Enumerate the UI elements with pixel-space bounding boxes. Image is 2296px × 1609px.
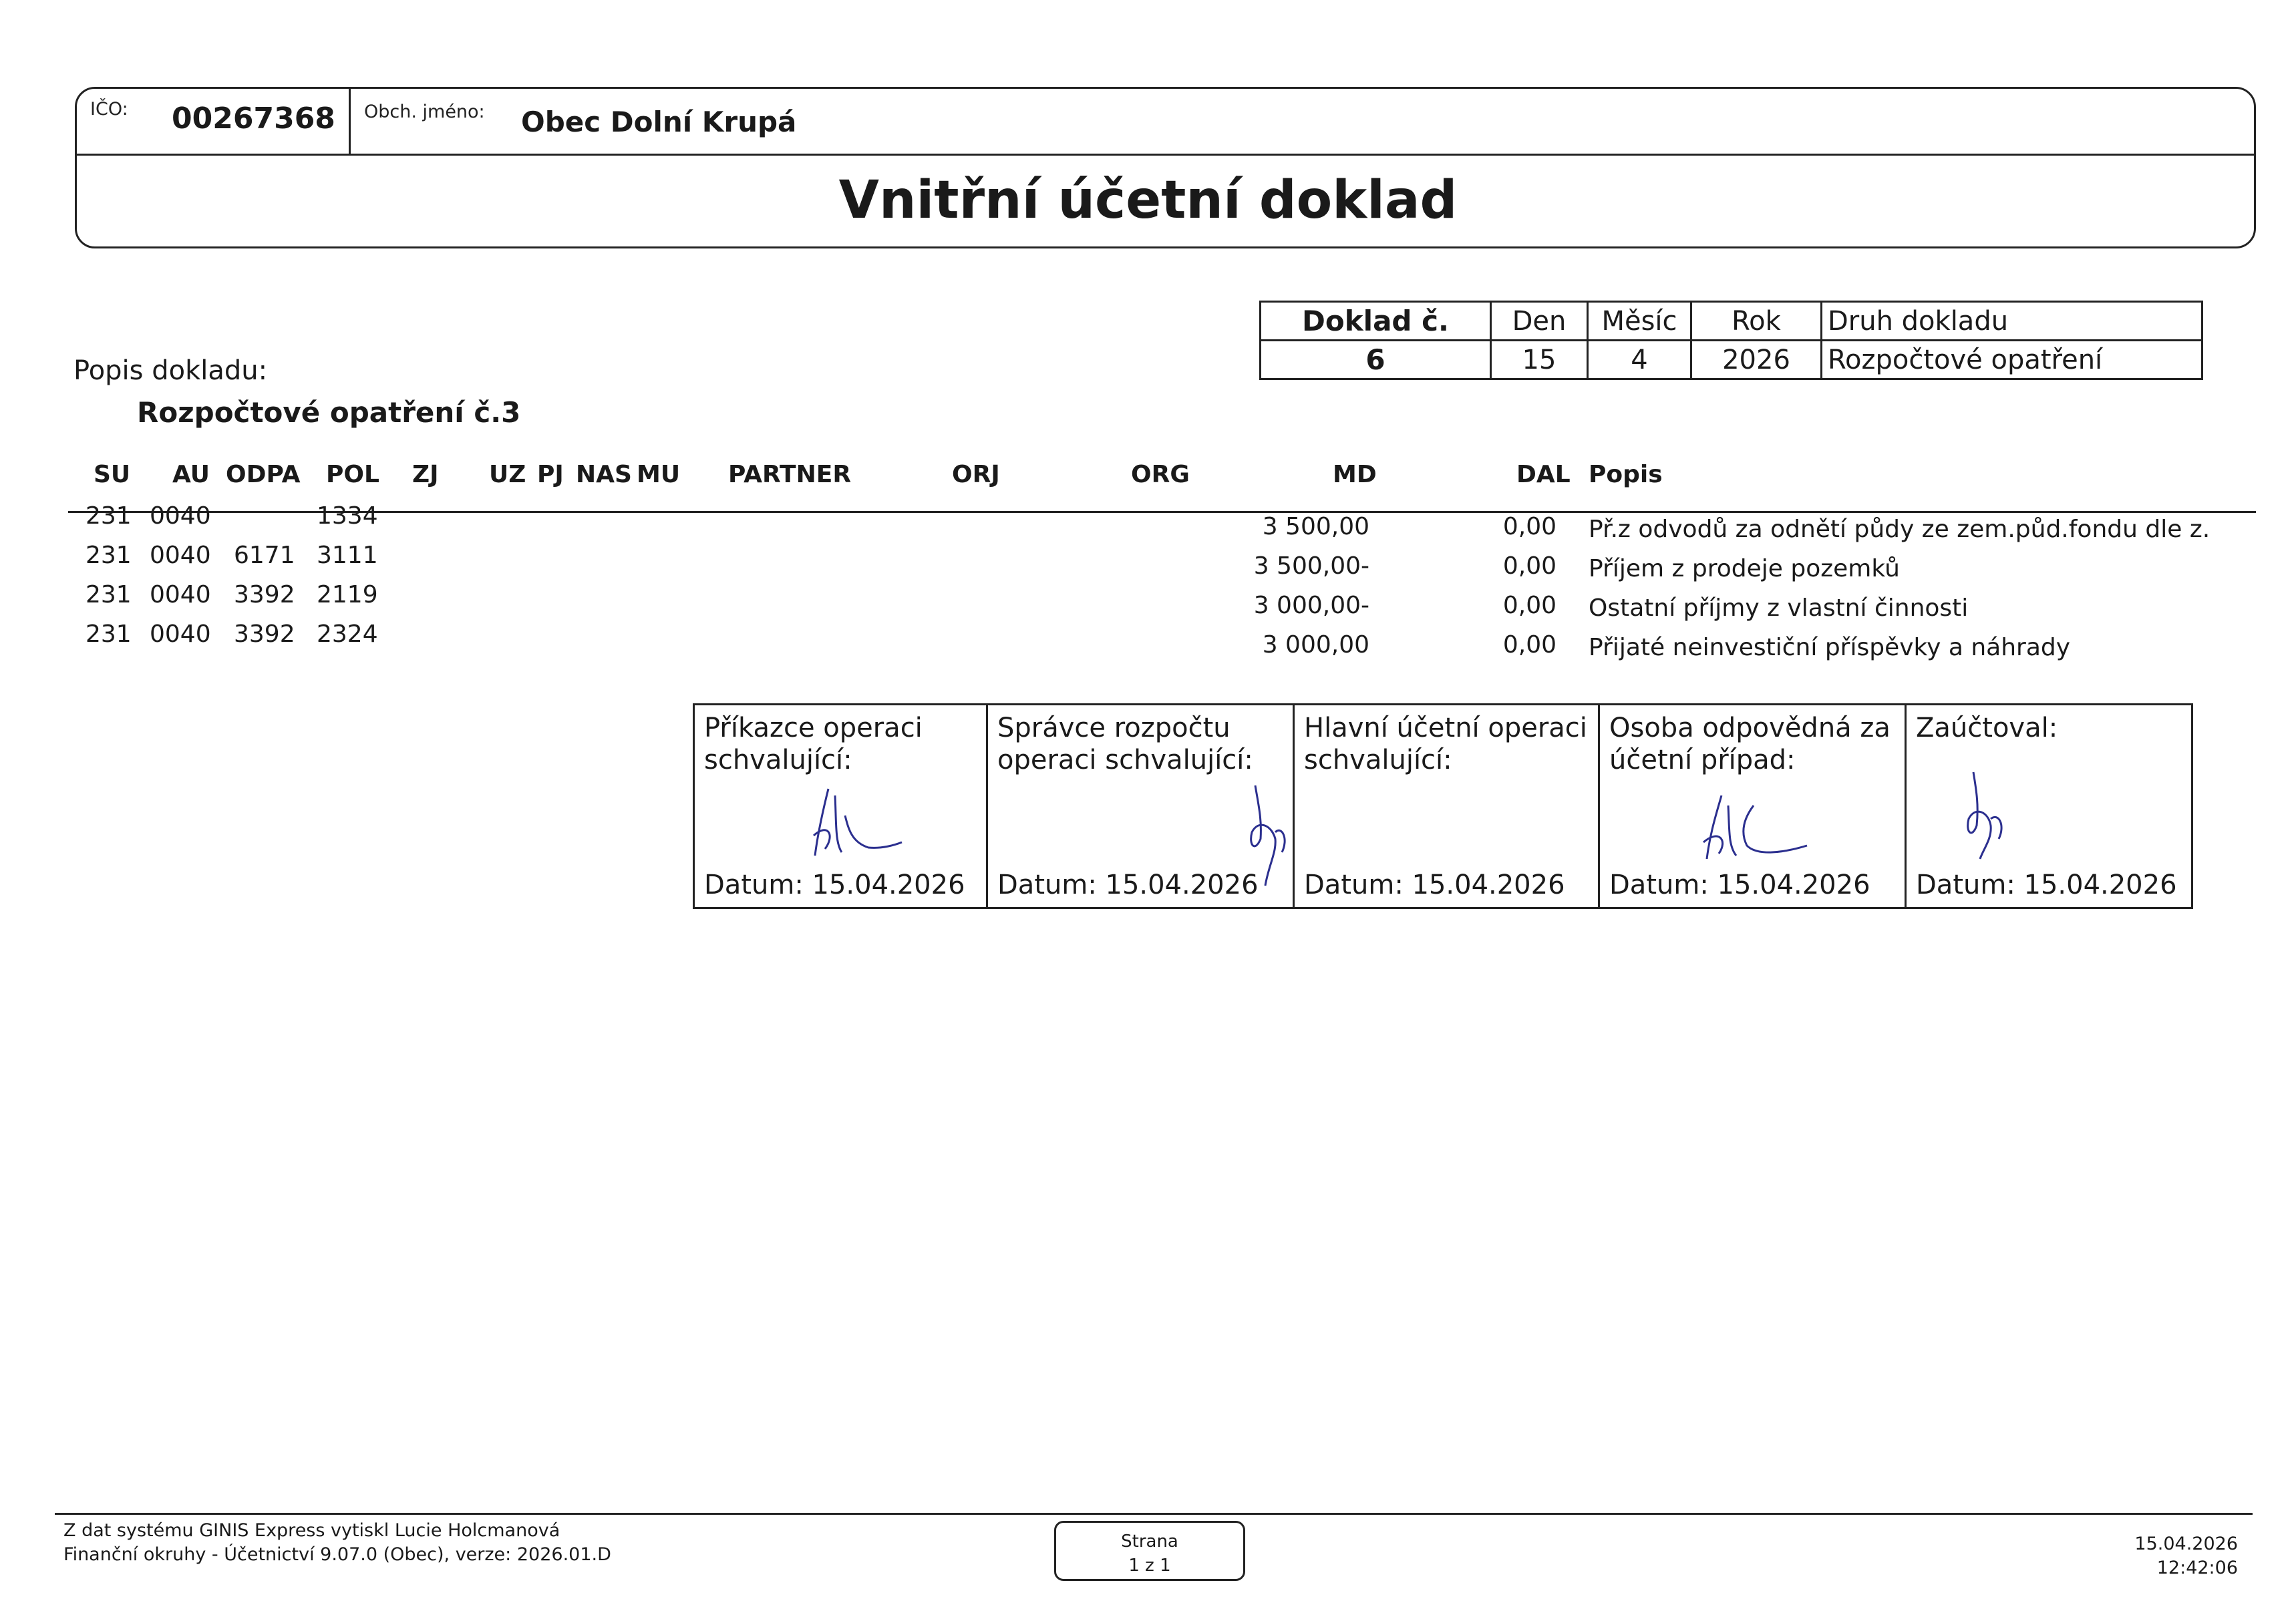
row-1-popis: Př.z odvodů za odnětí půdy ze zem.půd.fondu dle z.	[1589, 516, 2210, 543]
footer-line-2: Finanční okruhy - Účetnictví 9.07.0 (Obec), verze: 2026.01.D	[63, 1544, 611, 1565]
footer-time: 12:42:06	[2156, 1558, 2238, 1578]
col-popis: Popis	[1589, 461, 1663, 488]
row-3-odpa: 3392	[234, 581, 295, 608]
obch-label: Obch. jméno:	[364, 102, 485, 122]
col-zj: ZJ	[412, 461, 439, 488]
doklad-header-den: Den	[1491, 302, 1588, 341]
doklad-header-druh: Druh dokladu	[1822, 302, 2202, 341]
footer-date: 15.04.2026	[2134, 1534, 2238, 1554]
sig-1-title-2: schvalující:	[704, 745, 852, 775]
col-nas: NAS	[576, 461, 632, 488]
col-dal: DAL	[1516, 461, 1571, 488]
sig-3-title-2: schvalující:	[1304, 745, 1452, 775]
row-3-md: 3 000,00-	[1253, 592, 1369, 619]
row-4-odpa: 3392	[234, 620, 295, 648]
row-3-su: 231	[86, 581, 132, 608]
sig-4-title-2: účetní případ:	[1609, 745, 1796, 775]
footer-line-1: Z dat systému GINIS Express vytiskl Lucie Holcmanová	[63, 1520, 560, 1541]
col-pj: PJ	[537, 461, 564, 488]
page-counter-label: Strana	[1121, 1532, 1178, 1552]
ico-value: 00267368	[172, 102, 335, 136]
row-3-au: 0040	[150, 581, 211, 608]
col-org: ORG	[1131, 461, 1190, 488]
col-au: AU	[172, 461, 210, 488]
sig-2-title-1: Správce rozpočtu	[997, 713, 1231, 743]
table-header-rule	[68, 511, 2256, 513]
sig-1-date: Datum: 15.04.2026	[704, 870, 965, 900]
page-title: Vnitřní účetní doklad	[838, 170, 1458, 230]
row-2-md: 3 500,00-	[1253, 552, 1369, 580]
doklad-header-cislo: Doklad č.	[1261, 302, 1491, 341]
row-1-au: 0040	[150, 502, 211, 530]
row-1-su: 231	[86, 502, 132, 530]
row-2-dal: 0,00	[1502, 552, 1556, 580]
row-2-popis: Příjem z prodeje pozemků	[1589, 555, 1900, 582]
col-pol: POL	[326, 461, 379, 488]
doklad-table	[1259, 301, 2203, 380]
col-su: SU	[94, 461, 131, 488]
col-mu: MU	[637, 461, 681, 488]
row-3-popis: Ostatní příjmy z vlastní činnosti	[1589, 594, 1969, 622]
row-4-popis: Přijaté neinvestiční příspěvky a náhrady	[1589, 634, 2071, 661]
row-3-pol: 2119	[317, 581, 378, 608]
signature-mark-1	[788, 775, 909, 862]
sig-2-title-2: operaci schvalující:	[997, 745, 1253, 775]
row-4-md: 3 000,00	[1262, 631, 1369, 659]
sig-3-date: Datum: 15.04.2026	[1304, 870, 1565, 900]
sig-3-title-1: Hlavní účetní operaci	[1304, 713, 1587, 743]
row-2-su: 231	[86, 542, 132, 569]
popis-label: Popis dokladu:	[73, 355, 268, 386]
row-1-pol: 1334	[317, 502, 378, 530]
doklad-value-den: 15	[1491, 341, 1588, 379]
row-2-au: 0040	[150, 542, 211, 569]
sig-2-date: Datum: 15.04.2026	[997, 870, 1259, 900]
doklad-header-rok: Rok	[1691, 302, 1822, 341]
sig-5-date: Datum: 15.04.2026	[1916, 870, 2177, 900]
col-partner: PARTNER	[728, 461, 852, 488]
row-4-su: 231	[86, 620, 132, 648]
doklad-value-mesic: 4	[1588, 341, 1691, 379]
col-odpa: ODPA	[226, 461, 301, 488]
page-counter	[1054, 1521, 1245, 1581]
col-orj: ORJ	[952, 461, 1000, 488]
sig-5-title-1: Zaúčtoval:	[1916, 713, 2058, 743]
row-2-odpa: 6171	[234, 542, 295, 569]
doklad-value-rok: 2026	[1691, 341, 1822, 379]
header-divider	[75, 154, 2256, 156]
signature-box-hlavni-ucetni	[1293, 703, 1600, 909]
signature-box-spravce	[986, 703, 1295, 909]
row-4-pol: 2324	[317, 620, 378, 648]
doklad-value-cislo: 6	[1261, 341, 1491, 379]
page-counter-value: 1 z 1	[1128, 1556, 1171, 1576]
signature-mark-4	[1680, 779, 1814, 866]
sig-4-title-1: Osoba odpovědná za	[1609, 713, 1891, 743]
row-4-dal: 0,00	[1502, 631, 1556, 659]
signature-box-osoba-odpovedna	[1598, 703, 1907, 909]
row-3-dal: 0,00	[1502, 592, 1556, 619]
row-2-pol: 3111	[317, 542, 378, 569]
popis-value: Rozpočtové opatření č.3	[137, 396, 521, 429]
signature-box-prikazce	[693, 703, 988, 909]
sig-1-title-1: Příkazce operaci	[704, 713, 923, 743]
col-uz: UZ	[489, 461, 526, 488]
row-1-dal: 0,00	[1502, 513, 1556, 540]
sig-4-date: Datum: 15.04.2026	[1609, 870, 1870, 900]
doklad-header-mesic: Měsíc	[1588, 302, 1691, 341]
ico-label: IČO:	[90, 99, 128, 120]
header-vertical-divider	[349, 87, 351, 154]
doklad-value-druh: Rozpočtové opatření	[1822, 341, 2202, 379]
signature-mark-5	[1947, 765, 2033, 866]
obch-value: Obec Dolní Krupá	[521, 106, 797, 138]
col-md: MD	[1333, 461, 1377, 488]
row-1-md: 3 500,00	[1262, 513, 1369, 540]
row-4-au: 0040	[150, 620, 211, 648]
signature-box-zauctoval	[1905, 703, 2193, 909]
footer-rule	[55, 1513, 2253, 1515]
